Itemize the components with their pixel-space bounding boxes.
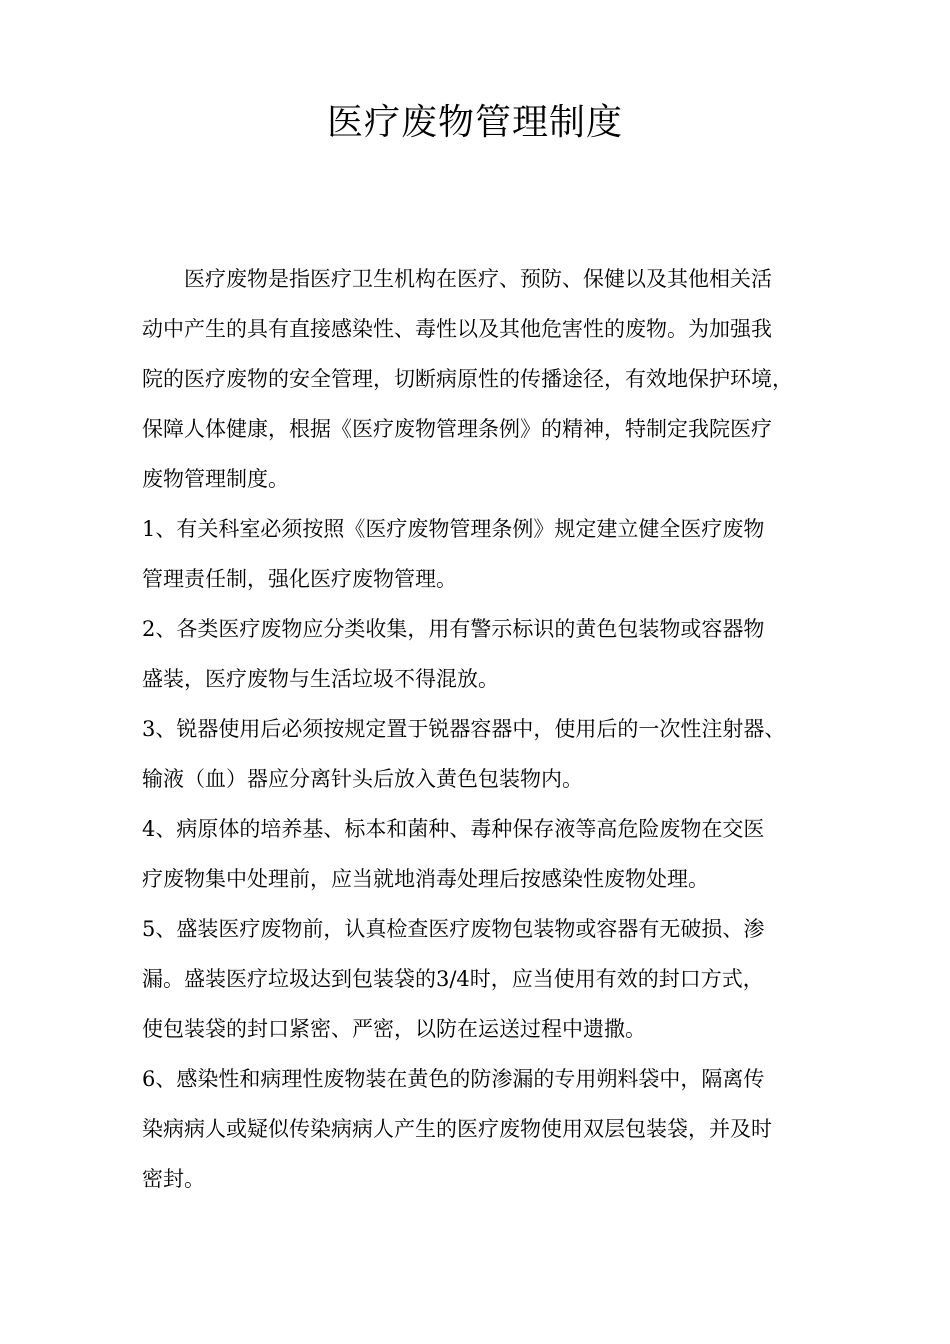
text-line: 管理责任制，强化医疗废物管理。	[142, 567, 457, 591]
text-line: 漏。盛装医疗垃圾达到包装袋的3/4时，应当使用有效的封口方式，	[142, 967, 764, 991]
text-line: 疗废物集中处理前，应当就地消毒处理后按感染性废物处理。	[142, 867, 709, 891]
document-title: 医疗废物管理制度	[326, 102, 623, 143]
text-line: 1、有关科室必须按照《医疗废物管理条例》规定建立健全医疗废物	[142, 517, 765, 541]
text-line: 2、各类医疗废物应分类收集，用有警示标识的黄色包装物或容器物	[142, 617, 765, 641]
text-line: 盛装，医疗废物与生活垃圾不得混放。	[142, 667, 499, 691]
text-line: 染病病人或疑似传染病病人产生的医疗废物使用双层包装袋，并及时	[142, 1117, 772, 1141]
text-line: 密封。	[142, 1167, 205, 1191]
document-body	[142, 254, 822, 1204]
text-line: 3、锐器使用后必须按规定置于锐器容器中，使用后的一次性注射器、	[142, 717, 786, 741]
text-line: 输液（血）器应分离针头后放入黄色包装物内。	[142, 767, 583, 791]
text-line: 保障人体健康，根据《医疗废物管理条例》的精神，特制定我院医疗	[142, 417, 772, 441]
text-line: 医疗废物是指医疗卫生机构在医疗、预防、保健以及其他相关活	[184, 267, 772, 291]
text-line: 动中产生的具有直接感染性、毒性以及其他危害性的废物。为加强我	[142, 317, 772, 341]
text-line: 4、病原体的培养基、标本和菌种、毒种保存液等高危险废物在交医	[142, 817, 765, 841]
text-line: 6、感染性和病理性废物装在黄色的防渗漏的专用朔料袋中，隔离传	[142, 1067, 765, 1091]
text-line: 院的医疗废物的安全管理，切断病原性的传播途径，有效地保护环境，	[142, 367, 793, 391]
text-line: 废物管理制度。	[142, 467, 289, 491]
text-line: 使包装袋的封口紧密、严密，以防在运送过程中遗撒。	[142, 1017, 646, 1041]
text-line: 5、盛装医疗废物前，认真检查医疗废物包装物或容器有无破损、渗	[142, 917, 765, 941]
